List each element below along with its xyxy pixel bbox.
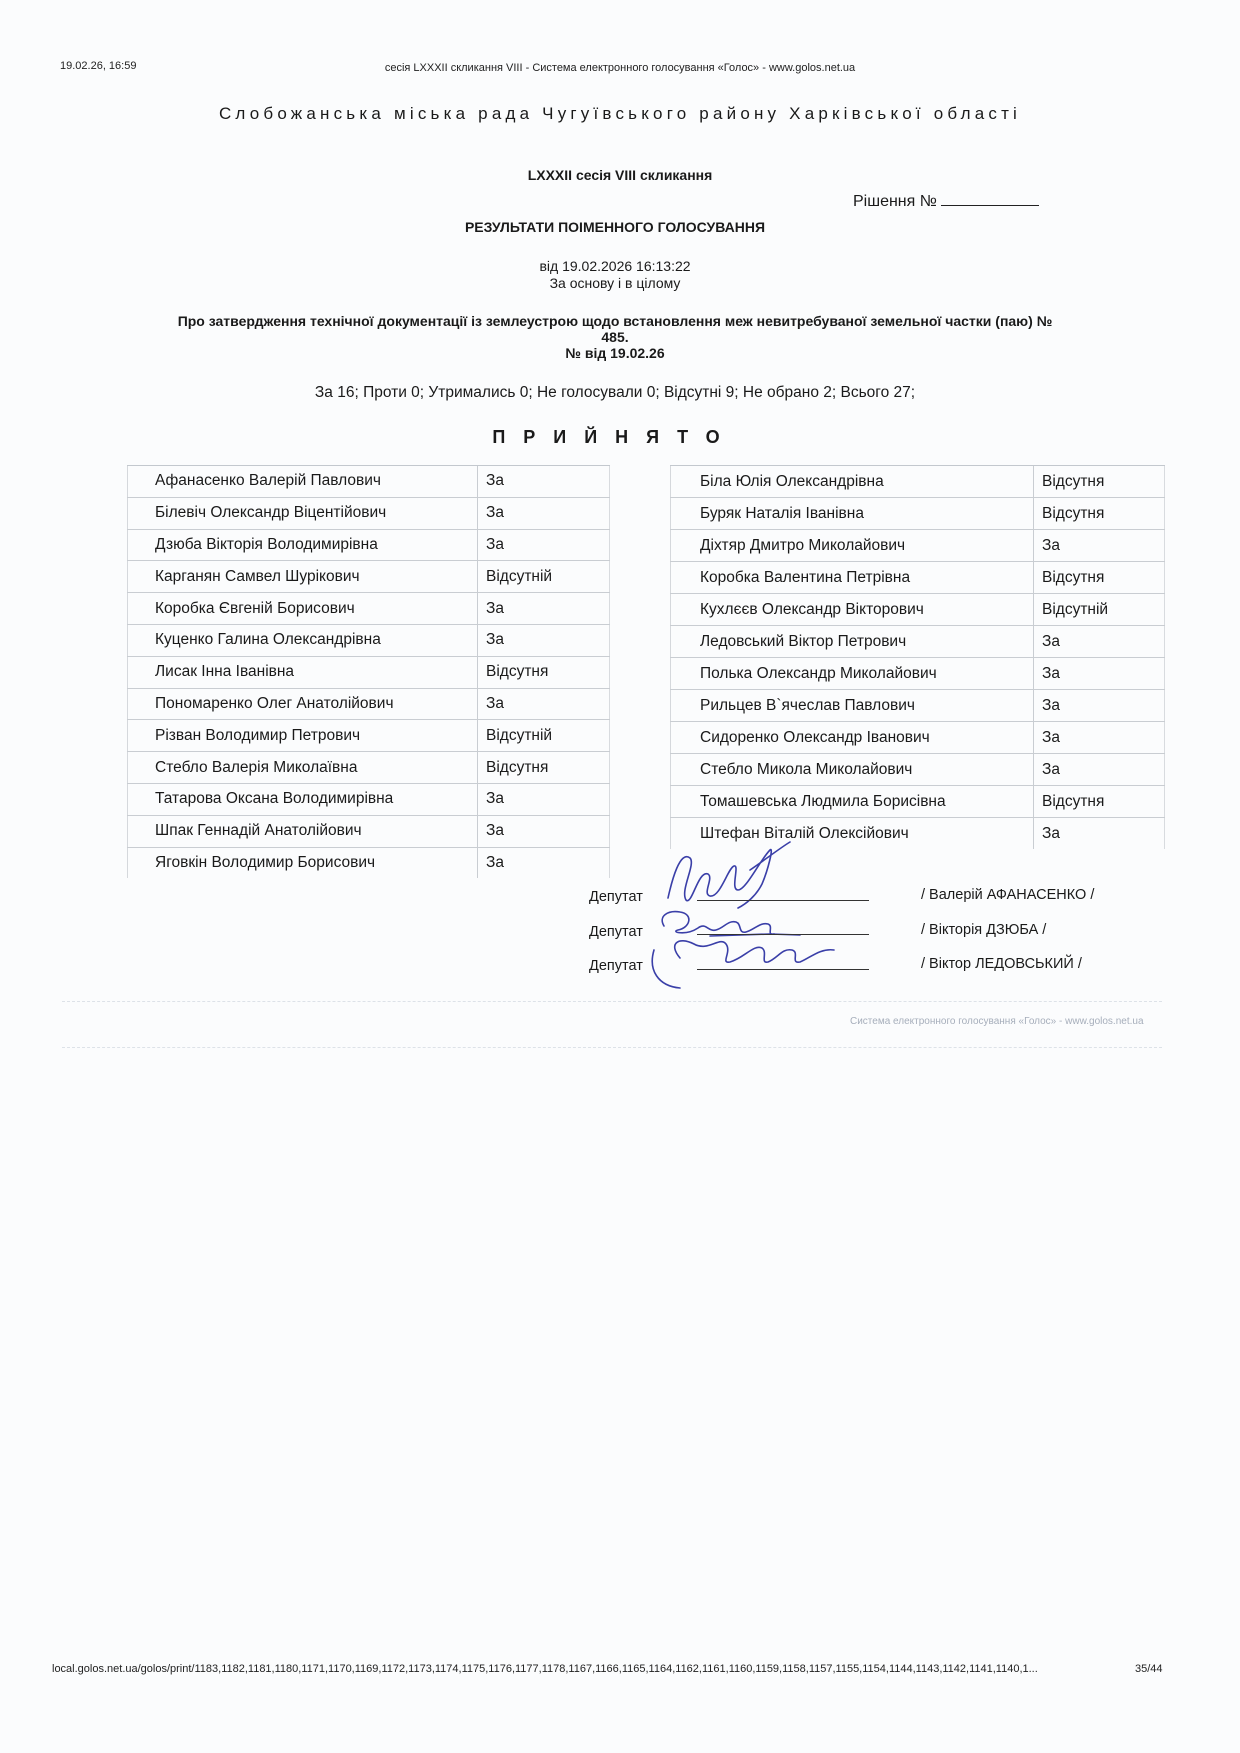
decision-blank-line bbox=[941, 191, 1039, 206]
deputy-name: Карганян Самвел Шурікович bbox=[127, 561, 478, 592]
signatory-label-3: Депутат bbox=[589, 958, 643, 974]
deputy-vote: За bbox=[478, 816, 610, 847]
results-title: РЕЗУЛЬТАТИ ПОІМЕННОГО ГОЛОСУВАННЯ bbox=[464, 219, 766, 235]
deputy-vote: За bbox=[1034, 754, 1165, 785]
deputy-vote: За bbox=[478, 466, 610, 497]
decision-label: Рішення № bbox=[853, 193, 937, 210]
deputy-name: Полька Олександр Миколайович bbox=[670, 658, 1034, 689]
signatory-name-2: / Вікторія ДЗЮБА / bbox=[921, 922, 1047, 938]
deputy-vote: Відсутня bbox=[1034, 498, 1165, 529]
deputy-vote: За bbox=[478, 784, 610, 815]
subject-line-1: Про затвердження технічної документації із землеустрою щодо встановлення меж невитребуваної земельної частки (паю) № bbox=[177, 313, 1053, 329]
table-row bbox=[127, 816, 610, 848]
deputy-vote: За bbox=[1034, 818, 1165, 849]
deputy-name: Томашевська Людмила Борисівна bbox=[670, 786, 1034, 817]
deputy-name: Білевіч Олександр Віцентійович bbox=[127, 498, 478, 529]
deputy-vote: За bbox=[1034, 658, 1165, 689]
deputy-vote: За bbox=[478, 689, 610, 720]
vote-subject bbox=[130, 313, 1100, 361]
deputy-name: Діхтяр Дмитро Миколайович bbox=[670, 530, 1034, 561]
deputy-vote: Відсутня bbox=[478, 657, 610, 688]
deputy-name: Різван Володимир Петрович bbox=[127, 720, 478, 751]
deputy-name: Татарова Оксана Володимирівна bbox=[127, 784, 478, 815]
deputy-vote: За bbox=[1034, 690, 1165, 721]
table-row bbox=[670, 626, 1165, 658]
deputy-vote: Відсутній bbox=[1034, 594, 1165, 625]
table-row bbox=[127, 498, 610, 530]
table-row bbox=[670, 466, 1165, 498]
deputy-vote: Відсутня bbox=[478, 752, 610, 783]
signatures-image bbox=[650, 840, 900, 990]
deputy-vote: За bbox=[478, 530, 610, 561]
separator-line bbox=[62, 1001, 1162, 1002]
table-row bbox=[127, 784, 610, 816]
signatory-name-3: / Віктор ЛЕДОВСЬКИЙ / bbox=[921, 956, 1082, 972]
separator-line bbox=[62, 1047, 1162, 1048]
page-number: 35/44 bbox=[1135, 1663, 1163, 1675]
deputy-name: Буряк Наталія Іванівна bbox=[670, 498, 1034, 529]
table-row bbox=[670, 658, 1165, 690]
deputy-vote: Відсутній bbox=[478, 561, 610, 592]
deputy-vote: За bbox=[1034, 530, 1165, 561]
deputy-name: Дзюба Вікторія Володимирівна bbox=[127, 530, 478, 561]
table-row bbox=[127, 848, 610, 879]
table-row bbox=[127, 657, 610, 689]
deputy-name: Шпак Геннадій Анатолійович bbox=[127, 816, 478, 847]
table-row bbox=[670, 786, 1165, 818]
table-row bbox=[127, 625, 610, 657]
table-row bbox=[670, 690, 1165, 722]
vote-totals: За 16; Проти 0; Утримались 0; Не голосували 0; Відсутні 9; Не обрано 2; Всього 27; bbox=[314, 384, 916, 401]
vote-date: від 19.02.2026 16:13:22 bbox=[539, 258, 691, 274]
deputy-name: Штефан Віталій Олексійович bbox=[670, 818, 1034, 849]
deputy-name: Куценко Галина Олександрівна bbox=[127, 625, 478, 656]
print-date: 19.02.26, 16:59 bbox=[60, 60, 137, 72]
deputy-vote: Відсутня bbox=[1034, 786, 1165, 817]
table-row bbox=[127, 466, 610, 498]
table-row bbox=[127, 752, 610, 784]
votes-table-right bbox=[670, 465, 1165, 849]
deputy-name: Коробка Євгеній Борисович bbox=[127, 593, 478, 624]
deputy-vote: За bbox=[478, 498, 610, 529]
deputy-vote: За bbox=[478, 593, 610, 624]
session-title: LXXXII сесія VIII скликання bbox=[527, 167, 713, 183]
table-row bbox=[127, 530, 610, 562]
council-name: Слобожанська міська рада Чугуївського району Харківської області bbox=[218, 104, 1022, 123]
table-row bbox=[670, 530, 1165, 562]
signature-line-2 bbox=[697, 934, 869, 935]
deputy-name: Коробка Валентина Петрівна bbox=[670, 562, 1034, 593]
footer-url: local.golos.net.ua/golos/print/1183,1182,1181,1180,1171,1170,1169,1172,1173,1174,1175,1176,1177,1178,1167,1166,1165,1164,1162,1161,1160,1159,1158,1157,1155,1154,1144,1143,1142,1141,1140,1... bbox=[52, 1663, 1038, 1675]
vote-result: ПРИЙНЯТО bbox=[492, 427, 738, 447]
table-row bbox=[670, 594, 1165, 626]
deputy-name: Яговкін Володимир Борисович bbox=[127, 848, 478, 879]
deputy-name: Біла Юлія Олександрівна bbox=[670, 466, 1034, 497]
deputy-vote: За bbox=[1034, 722, 1165, 753]
deputy-vote: Відсутня bbox=[1034, 562, 1165, 593]
table-row bbox=[127, 689, 610, 721]
deputy-name: Стебло Валерія Миколаївна bbox=[127, 752, 478, 783]
table-row bbox=[670, 754, 1165, 786]
deputy-name: Ледовський Віктор Петрович bbox=[670, 626, 1034, 657]
signatory-name-1: / Валерій АФАНАСЕНКО / bbox=[921, 887, 1095, 903]
deputy-vote: Відсутня bbox=[1034, 466, 1165, 497]
deputy-name: Рильцев В`ячеслав Павлович bbox=[670, 690, 1034, 721]
deputy-vote: За bbox=[478, 848, 610, 879]
deputy-name: Афанасенко Валерій Павлович bbox=[127, 466, 478, 497]
vote-type: За основу і в цілому bbox=[549, 275, 681, 291]
signatory-label-2: Депутат bbox=[589, 924, 643, 940]
print-header-title: сесія LXXXII скликання VIII - Система електронного голосування «Голос» - www.golos.net.ua bbox=[384, 62, 856, 74]
decision-number bbox=[853, 191, 1039, 211]
subject-line-2: 485. bbox=[601, 329, 629, 345]
signature-line-1 bbox=[697, 900, 869, 901]
signatory-label-1: Депутат bbox=[589, 889, 643, 905]
deputy-name: Сидоренко Олександр Іванович bbox=[670, 722, 1034, 753]
subject-line-3: № від 19.02.26 bbox=[565, 345, 665, 361]
deputy-name: Кухлєєв Олександр Вікторович bbox=[670, 594, 1034, 625]
table-row bbox=[127, 593, 610, 625]
votes-table-left bbox=[127, 465, 610, 878]
deputy-vote: За bbox=[1034, 626, 1165, 657]
table-row bbox=[127, 720, 610, 752]
table-row bbox=[670, 562, 1165, 594]
table-row bbox=[670, 722, 1165, 754]
deputy-name: Пономаренко Олег Анатолійович bbox=[127, 689, 478, 720]
deputy-vote: За bbox=[478, 625, 610, 656]
table-row bbox=[670, 498, 1165, 530]
table-row bbox=[127, 561, 610, 593]
footer-system-text: Система електронного голосування «Голос» - www.golos.net.ua bbox=[850, 1016, 1144, 1027]
deputy-name: Стебло Микола Миколайович bbox=[670, 754, 1034, 785]
deputy-name: Лисак Інна Іванівна bbox=[127, 657, 478, 688]
signature-line-3 bbox=[697, 969, 869, 970]
deputy-vote: Відсутній bbox=[478, 720, 610, 751]
